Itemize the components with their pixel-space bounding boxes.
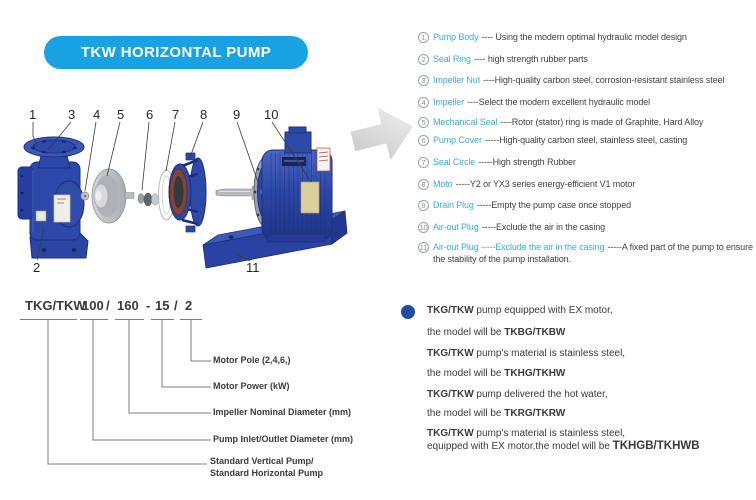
variant-line: TKG/TKW pump's material is stainless steel, — [427, 428, 626, 439]
part-description: -----High strength Rubber — [478, 157, 576, 167]
part-name: Moto — [433, 179, 453, 189]
model-code-impeller: 160 — [117, 298, 139, 313]
parts-list-item-2 — [418, 54, 756, 66]
pump-body-shape — [18, 137, 88, 258]
callout-number-1: 1 — [29, 107, 37, 122]
label-motor-pole: Motor Pole (2,4,6,) — [213, 355, 291, 365]
part-description: -----High-quality carbon steel, stainless steel, casting — [484, 135, 688, 145]
variant-line: the model will be TKHG/TKHW — [427, 368, 566, 379]
parts-list-item-7 — [418, 157, 756, 169]
variant-line: equipped with EX motor,the model will be TKHGB/TKHWB — [427, 440, 700, 452]
item-number-badge: 1 — [418, 32, 429, 43]
label-motor-power: Motor Power (kW) — [213, 381, 290, 391]
part-name: Air-out Plug -----Exclude the air in the casing — [433, 242, 605, 252]
part-description: ---- high strength rubber parts — [473, 54, 588, 64]
part-description: -----Empty the pump case once stopped — [476, 200, 631, 210]
bullet-icon — [401, 305, 415, 319]
parts-list-item-11 — [418, 242, 756, 265]
parts-list-item-8 — [418, 179, 756, 191]
callout-number-4: 4 — [93, 107, 101, 122]
parts-list-item-3 — [418, 75, 756, 87]
model-code-lines — [20, 320, 211, 465]
parts-list-item-10 — [418, 222, 756, 234]
item-number-badge: 2 — [418, 54, 429, 65]
callout-number-9: 9 — [233, 107, 241, 122]
part-description: -----Exclude the air in the casing — [481, 222, 606, 232]
callout-number-8: 8 — [200, 107, 208, 122]
item-number-badge: 11 — [419, 243, 428, 252]
part-name: Seal Ring — [433, 54, 471, 64]
part-name: Air-out Plug — [433, 222, 479, 232]
item-number-badge: 5 — [418, 117, 429, 128]
pump-cover-shape — [169, 153, 206, 232]
model-code-slash-1: / — [106, 298, 110, 313]
callout-number-5: 5 — [117, 107, 125, 122]
part-name: Pump Body — [433, 32, 479, 42]
variant-line: TKG/TKW pump delivered the hot water, — [427, 389, 608, 400]
part-description: ---- Using the modern optimal hydraulic model design — [481, 32, 687, 42]
item-number-badge: 4 — [418, 97, 429, 108]
variant-line: the model will be TKBG/TKBW — [427, 327, 566, 338]
item-number-badge: 6 — [418, 135, 429, 146]
callout-number-2: 2 — [33, 260, 41, 275]
right-arrow-icon — [346, 100, 419, 167]
part-name: Impeller — [433, 97, 465, 107]
item-number-badge: 3 — [418, 75, 429, 86]
part-name: Mechanical Seal — [433, 117, 498, 127]
page-title: TKW HORIZONTAL PUMP — [80, 44, 272, 61]
item-number-badge: 10 — [419, 223, 428, 232]
part-name: Pump Cover — [433, 135, 482, 145]
variant-line: TKG/TKW pump's material is stainless steel, — [427, 348, 626, 359]
callout-number-7: 7 — [172, 107, 180, 122]
part-description: -----A fixed part of the pump to ensure the stability of the pump installation. — [433, 242, 753, 264]
model-code-dash: - — [146, 298, 151, 313]
parts-list-item-4 — [418, 97, 756, 109]
parts-list-item-1 — [418, 32, 756, 44]
motor-shape — [216, 127, 332, 242]
model-code-pole: 2 — [185, 298, 193, 313]
label-impeller-diameter: Impeller Nominal Diameter (mm) — [213, 407, 352, 417]
parts-list-item-9 — [418, 200, 756, 212]
part-name: Drain Plug — [433, 200, 474, 210]
part-description: ----Select the modern excellent hydraulic model — [467, 97, 651, 107]
item-number-badge: 8 — [418, 179, 429, 190]
part-description: ----Rotor (stator) ring is made of Graphite, Hard Alloy — [500, 117, 704, 127]
parts-list-item-6 — [418, 135, 756, 147]
callout-number-3: 3 — [68, 107, 76, 122]
variant-line: TKG/TKW pump equipped with EX motor, — [427, 305, 613, 316]
impeller-shape — [92, 169, 134, 223]
callout-number-11: 11 — [246, 260, 260, 275]
part-description: ----High-quality carbon steel, corrosion-resistant stainless steel — [483, 75, 725, 85]
model-code-slash-2: / — [174, 298, 178, 313]
item-number-badge: 9 — [418, 200, 429, 211]
callout-number-10: 10 — [264, 107, 279, 122]
part-name: Seal Circle — [433, 157, 476, 167]
label-standard-vertical: Standard Vertical Pump/ — [210, 456, 314, 466]
page-title-banner — [44, 36, 308, 69]
parts-list-item-5 — [418, 117, 756, 129]
part-description: -----Y2 or YX3 series energy-efficient V1 motor — [455, 179, 636, 189]
variant-line: the model will be TKRG/TKRW — [427, 408, 566, 419]
model-code-series: TKG/TKW — [25, 298, 86, 313]
callout-number-6: 6 — [146, 107, 154, 122]
part-name: Impeller Nut — [433, 75, 481, 85]
label-inlet-outlet: Pump Inlet/Outlet Diameter (mm) — [213, 434, 354, 444]
item-number-badge: 7 — [418, 157, 429, 168]
model-code-power: 15 — [155, 298, 170, 313]
impeller-nut-shape — [81, 192, 89, 200]
label-standard-horizontal: Standard Horizontal Pump — [210, 468, 324, 478]
model-code-inlet: 100 — [82, 298, 104, 313]
